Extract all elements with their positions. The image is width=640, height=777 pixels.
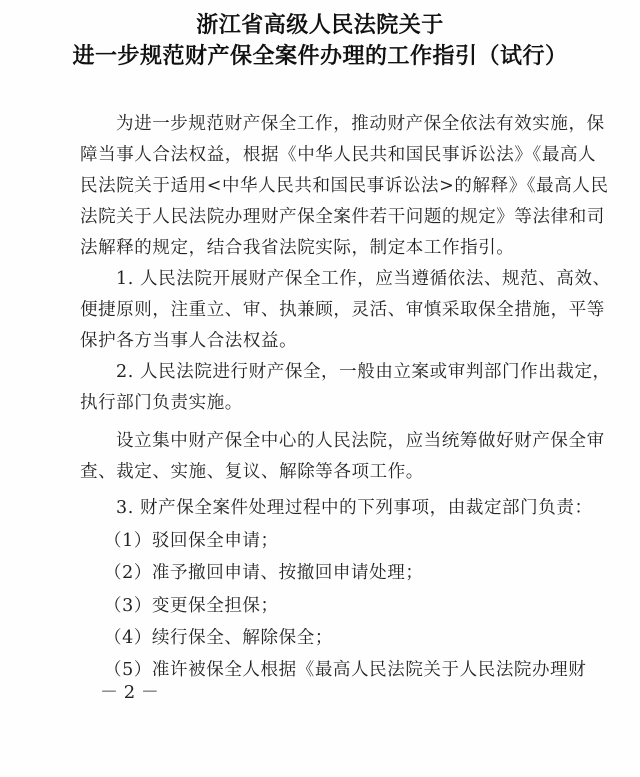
article-1-line: 1. 人民法院开展财产保全工作，应当遵循依法、规范、高效、: [116, 269, 611, 289]
article-3-line: 3. 财产保全案件处理过程中的下列事项，由裁定部门负责：: [116, 498, 593, 518]
article-1-line: 保护各方当事人合法权益。: [80, 331, 298, 351]
article-1-line: 便捷原则，注重立、审、执兼顾，灵活、审慎采取保全措施，平等: [80, 300, 605, 320]
paragraph-line: 法解释的规定，结合我省法院实际，制定本工作指引。: [80, 238, 515, 258]
paragraph-line: 障当事人合法权益，根据《中华人民共和国民事诉讼法》《最高人: [80, 145, 597, 165]
document-title-line-2: 进一步规范财产保全案件办理的工作指引（试行）: [72, 44, 568, 69]
list-item: （2）准予撤回申请、按撤回申请处理；: [104, 563, 424, 583]
list-item: （3）变更保全担保；: [104, 596, 279, 616]
document-title-line-1: 浙江省高级人民法院关于: [196, 13, 444, 38]
article-2-paragraph-line: 设立集中财产保全中心的人民法院，应当统筹做好财产保全审: [116, 431, 605, 451]
list-item: （4）续行保全、解除保全；: [104, 628, 333, 648]
article-2-paragraph-line: 查、裁定、实施、复议、解除等各项工作。: [80, 462, 424, 482]
article-2-line: 2. 人民法院进行财产保全，一般由立案或审判部门作出裁定，: [116, 362, 611, 382]
paragraph-line: 民法院关于适用<中华人民共和国民事诉讼法>的解释》《最高人民: [80, 176, 609, 196]
page-number: － 2 －: [100, 682, 159, 703]
article-2-line: 执行部门负责实施。: [80, 393, 243, 413]
paragraph-line: 法院关于人民法院办理财产保全案件若干问题的规定》等法律和司: [80, 207, 605, 227]
list-item: （1）驳回保全申请；: [104, 531, 279, 551]
list-item: （5）准许被保全人根据《最高人民法院关于人民法院办理财: [104, 660, 587, 680]
paragraph-line: 为进一步规范财产保全工作，推动财产保全依法有效实施，保: [116, 114, 605, 134]
